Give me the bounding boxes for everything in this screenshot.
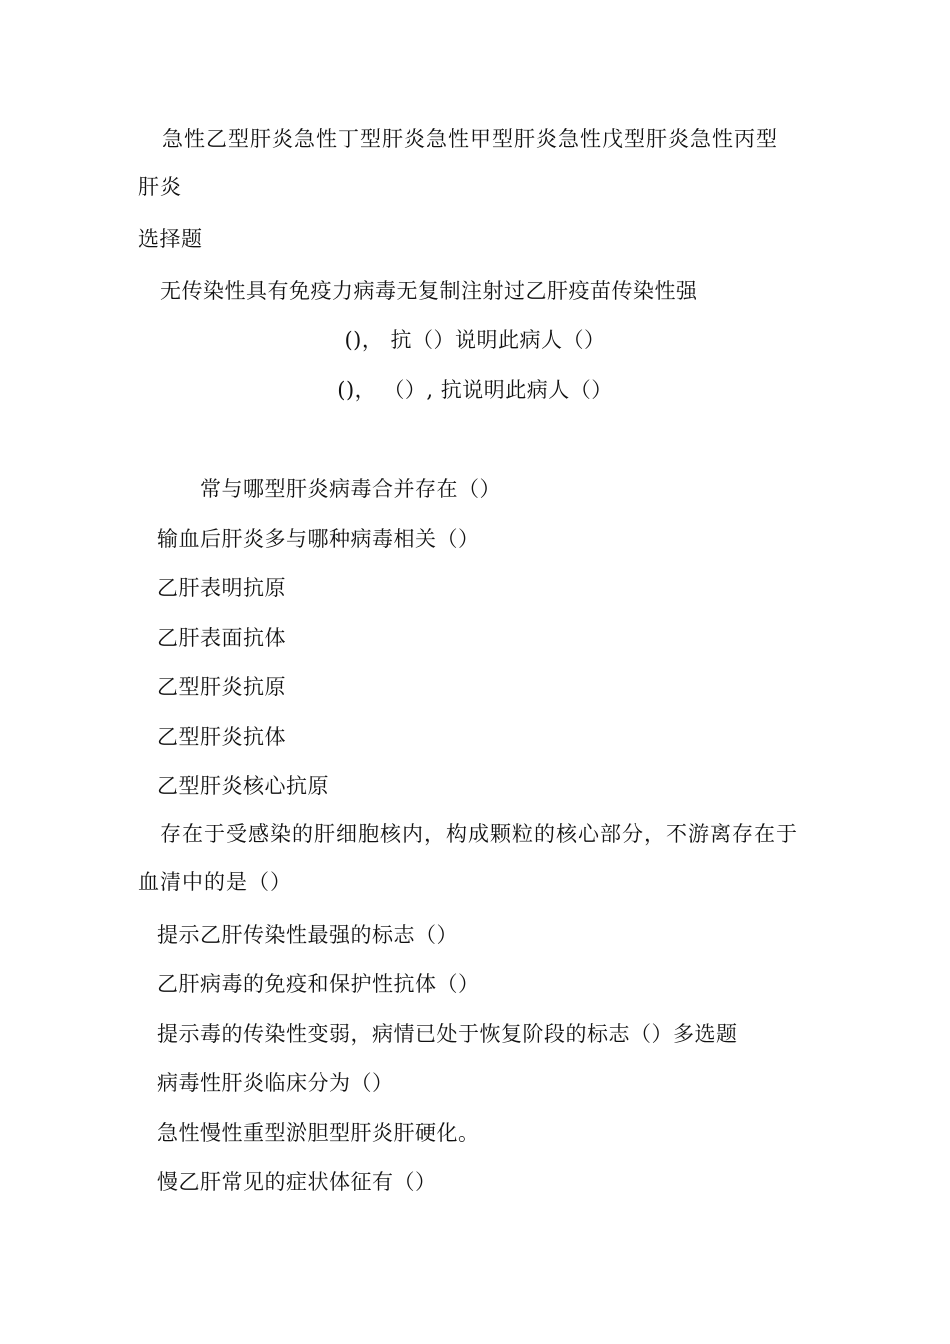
question-line-9: 病毒性肝炎临床分为（） <box>157 1071 394 1095</box>
option-line-2: 乙肝表面抗体 <box>157 626 286 650</box>
options-line: 无传染性具有免疫力病毒无复制注射过乙肝疫苗传染性强 <box>160 279 698 303</box>
question-line-7: 乙肝病毒的免疫和保护性抗体（） <box>157 972 480 996</box>
question-line-10: 慢乙肝常见的症状体征有（） <box>157 1170 437 1194</box>
option-line-5: 乙型肝炎核心抗原 <box>157 774 329 798</box>
option-line-1: 乙肝表明抗原 <box>157 576 286 600</box>
question-line-6: 提示乙肝传染性最强的标志（） <box>157 923 458 947</box>
question-line-3: 常与哪型肝炎病毒合并存在（） <box>200 477 501 501</box>
question-line-5: 存在于受感染的肝细胞核内，构成颗粒的核心部分，不游离存在于血清中的是（） <box>138 822 798 894</box>
option-line-4: 乙型肝炎抗体 <box>157 725 286 749</box>
question-line-1: ()， 抗（）说明此病人（） <box>344 328 606 352</box>
question-line-8: 提示毒的传染性变弱，病情已处于恢复阶段的标志（）多选题 <box>157 1022 738 1046</box>
section-heading-choice: 选择题 <box>138 227 203 251</box>
option-line-3: 乙型肝炎抗原 <box>157 675 286 699</box>
question-line-2: ()， （）, 抗说明此病人（） <box>337 378 613 402</box>
hepatitis-types-line: 急性乙型肝炎急性丁型肝炎急性甲型肝炎急性戊型肝炎急性丙型肝炎 <box>138 127 778 199</box>
answer-line: 急性慢性重型淤胆型肝炎肝硬化。 <box>157 1121 480 1145</box>
question-line-4: 输血后肝炎多与哪种病毒相关（） <box>157 527 480 551</box>
